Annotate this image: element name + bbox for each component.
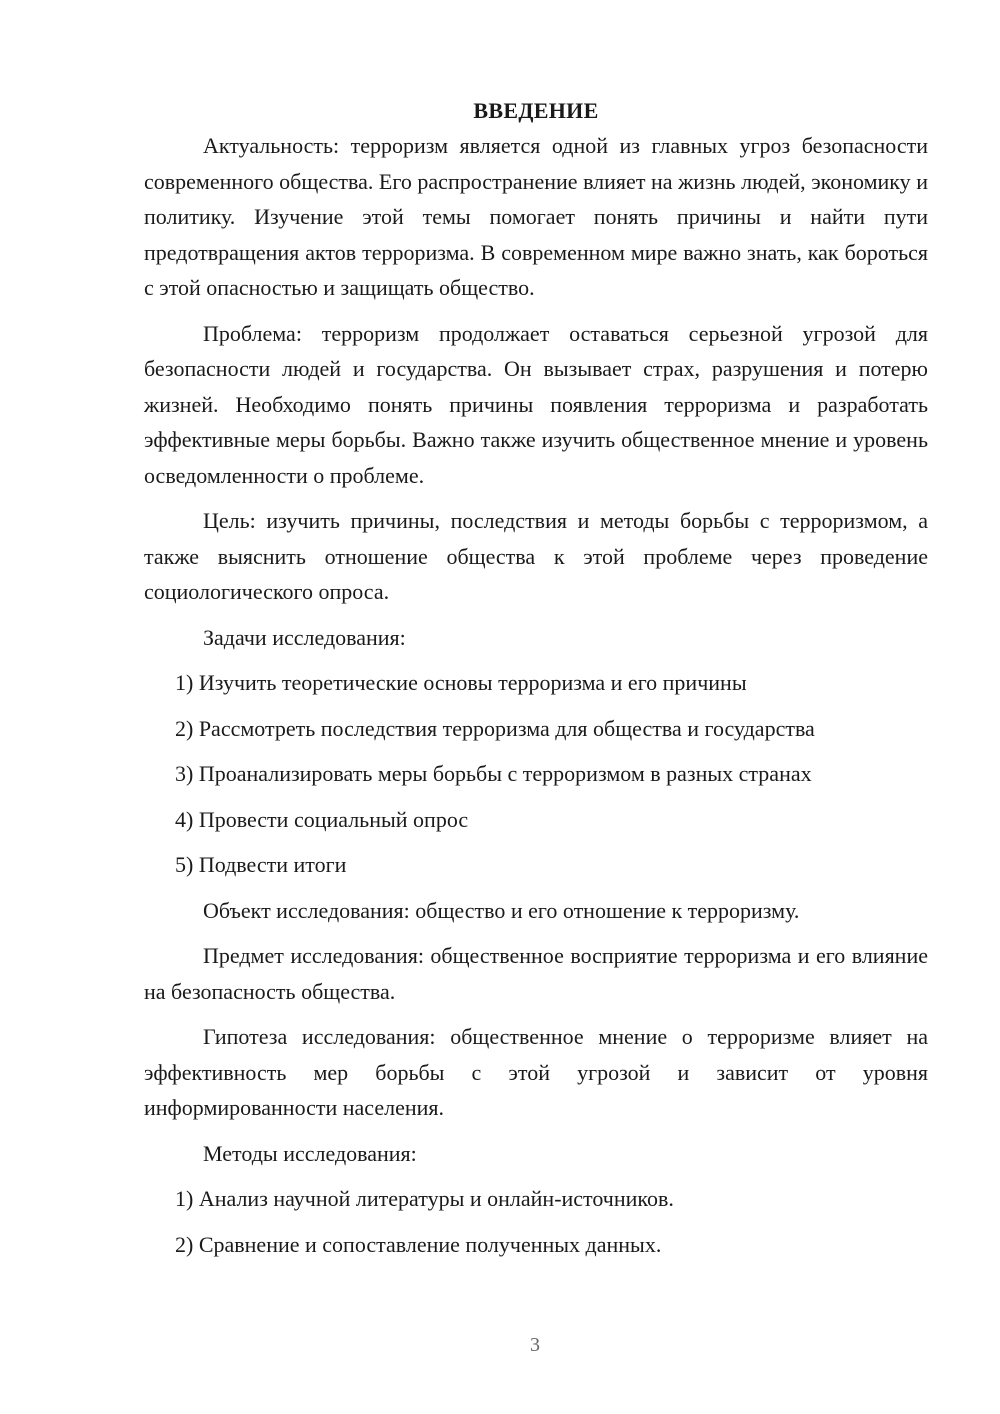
task-item: 1) Изучить теоретические основы терроризма и его причины <box>175 670 747 695</box>
section-title: ВВЕДЕНИЕ <box>473 98 599 123</box>
hypothesis-paragraph: Гипотеза исследования: общественное мнение о терроризме влияет на эффективность мер борьбы с этой угрозой и зависит от уровня информированности населения. <box>144 1024 928 1120</box>
tasks-list <box>144 665 928 883</box>
page-number: 3 <box>530 1334 540 1356</box>
relevance-paragraph: Актуальность: терроризм является одной из главных угроз безопасности современного общества. Его распространение влияет на жизнь людей, экономику и политику. Изучение этой темы помогает понять причины и найти пути предотвращения актов терроризма. В современном мире важно знать, как бороться с этой опасностью и защищать общество. <box>144 133 928 300</box>
task-item: 5) Подвести итоги <box>175 852 347 877</box>
methods-list <box>144 1181 928 1262</box>
goal-paragraph: Цель: изучить причины, последствия и методы борьбы с терроризмом, а также выяснить отношение общества к этой проблеме через проведение социологического опроса. <box>144 508 928 604</box>
task-item: 2) Рассмотреть последствия терроризма для общества и государства <box>175 715 815 741</box>
task-item: 3) Проанализировать меры борьбы с терроризмом в разных странах <box>175 761 812 786</box>
methods-label: Методы исследования: <box>203 1140 417 1166</box>
method-item: 1) Анализ научной литературы и онлайн-источников. <box>175 1186 674 1211</box>
subject-paragraph: Предмет исследования: общественное восприятие терроризма и его влияние на безопасность общества. <box>144 943 928 1004</box>
object-paragraph: Объект исследования: общество и его отношение к терроризму. <box>203 897 800 923</box>
task-item: 4) Провести социальный опрос <box>175 806 469 832</box>
problem-paragraph: Проблема: терроризм продолжает оставаться серьезной угрозой для безопасности людей и государства. Он вызывает страх, разрушения и потерю жизней. Необходимо понять причины появления терроризма и разработать эффективные меры борьбы. Важно также изучить общественное мнение и уровень осведомленности о проблеме. <box>144 320 928 488</box>
method-item: 2) Сравнение и сопоставление полученных данных. <box>175 1231 662 1257</box>
tasks-label: Задачи исследования: <box>203 624 406 650</box>
document-page <box>144 93 928 1272</box>
